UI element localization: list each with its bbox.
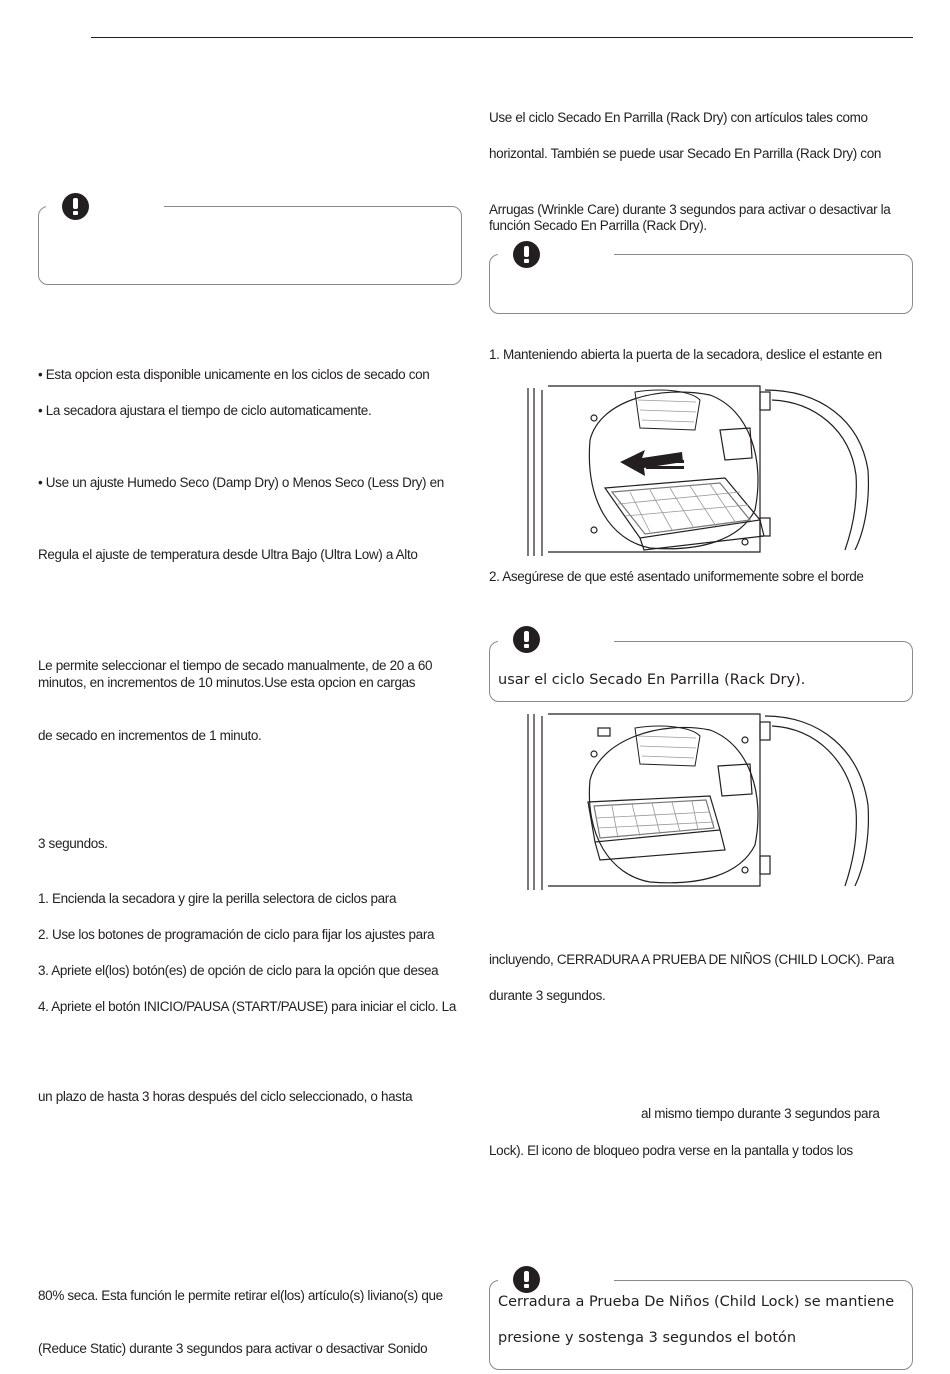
step-item: 3. Apriete el(los) botón(es) de opción de ciclo para la opción que desea [38, 963, 439, 978]
option-note-text: • Esta opcion esta disponible unicamente en los ciclos de secado con [38, 367, 430, 382]
step-item: 2. Use los botones de programación de ciclo para fijar los ajustes para [38, 927, 435, 942]
exclamation-circle-icon [62, 193, 89, 220]
exclamation-circle-icon [513, 1266, 540, 1293]
caution-note-text: presione y sostenga 3 segundos el botón [498, 1330, 797, 1346]
exclamation-circle-icon [513, 241, 540, 268]
child-lock-paragraph: durante 3 segundos. [489, 988, 606, 1003]
delay-paragraph: un plazo de hasta 3 horas después del ciclo seleccionado, o hasta [38, 1089, 413, 1104]
caution-note-text: Cerradura a Prueba De Niños (Child Lock) se mantiene [498, 1294, 895, 1310]
exclamation-circle-icon [513, 626, 540, 653]
child-lock-paragraph: Lock). El icono de bloqueo podra verse en la pantalla y todos los [489, 1143, 853, 1158]
caution-note-box-1 [38, 206, 462, 285]
time-dry-paragraph: Le permite seleccionar el tiempo de secado manualmente, de 20 a 60 minutos, en incrementos de 10 minutos.Use esta opcion en cargas [38, 658, 433, 690]
temperature-paragraph: Regula el ajuste de temperatura desde Ultra Bajo (Ultra Low) a Alto [38, 547, 418, 562]
paragraph-text: 80% seca. Esta función le permite retirar el(los) artículo(s) liviano(s) que [38, 1288, 443, 1303]
step-item: 1. Encienda la secadora y gire la perilla selectora de ciclos para [38, 891, 397, 906]
rack-dry-paragraph: Arrugas (Wrinkle Care) durante 3 segundos para activar o desactivar la función Secado En Parrilla (Rack Dry). [489, 202, 891, 233]
time-dry-paragraph-end: de secado en incrementos de 1 minuto. [38, 728, 262, 743]
option-note-text: • Use un ajuste Humedo Seco (Damp Dry) o Menos Seco (Less Dry) en [38, 475, 444, 490]
paragraph-text: (Reduce Static) durante 3 segundos para activar o desactivar Sonido [38, 1341, 428, 1356]
caution-note-text: usar el ciclo Secado En Parrilla (Rack Dry). [498, 672, 806, 688]
rack-dry-paragraph: Use el ciclo Secado En Parrilla (Rack Dry) con artículos tales como [489, 110, 868, 125]
rack-install-step: 2. Asegúrese de que esté asentado uniformemente sobre el borde [489, 569, 864, 584]
dryer-rack-insert-illustration [520, 380, 876, 556]
step-item: 4. Apriete el botón INICIO/PAUSA (START/PAUSE) para iniciar el ciclo. La [38, 999, 456, 1014]
child-lock-paragraph: al mismo tiempo durante 3 segundos para [641, 1106, 880, 1121]
header-rule [91, 37, 913, 38]
rack-dry-paragraph: horizontal. También se puede usar Secado En Parrilla (Rack Dry) con [489, 146, 882, 161]
option-note-text: • La secadora ajustara el tiempo de ciclo automaticamente. [38, 403, 372, 418]
child-lock-paragraph: incluyendo, CERRADURA A PRUEBA DE NIÑOS (CHILD LOCK). Para [489, 952, 895, 967]
rack-install-step: 1. Manteniendo abierta la puerta de la secadora, deslice el estante en [489, 347, 882, 362]
caution-note-box-2 [489, 254, 913, 314]
paragraph-text: 3 segundos. [38, 836, 108, 851]
dryer-rack-installed-illustration [520, 710, 876, 890]
